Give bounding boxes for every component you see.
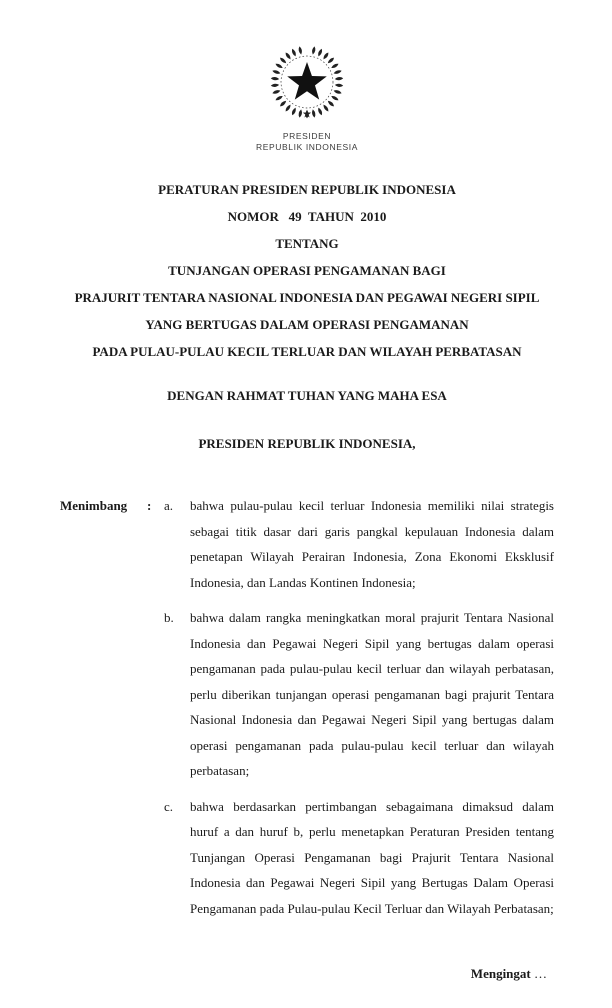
invocation-line: DENGAN RAHMAT TUHAN YANG MAHA ESA: [167, 388, 447, 403]
considering-item-a: [164, 493, 554, 595]
considering-section: [60, 493, 554, 931]
item-letter: b.: [164, 610, 174, 625]
considering-item-c: [164, 794, 554, 922]
title-line-regulation: PERATURAN PRESIDEN REPUBLIK INDONESIA: [158, 182, 456, 197]
catchword-word: Mengingat: [470, 966, 531, 981]
title-line-subject-3: YANG BERTUGAS DALAM OPERASI PENGAMANAN: [145, 317, 469, 332]
title-line-subject-2: PRAJURIT TENTARA NASIONAL INDONESIA DAN PEGAWAI NEGERI SIPIL: [74, 290, 540, 305]
issuer-line: PRESIDEN REPUBLIK INDONESIA,: [198, 436, 416, 451]
item-text: bahwa dalam rangka meningkatkan moral prajurit Tentara Nasional Indonesia dan Pegawai Negeri Sipil yang bertugas dalam operasi pengamanan pada pulau-pulau kecil terluar dan wilayah perbatasan, perlu diberikan tunjangan operasi pengamanan bagi prajurit Tentara Nasional Indonesia dan Pegawai Negeri Sipil yang bertugas dalam operasi pengamanan pada pulau-pulau kecil terluar dan wilayah perbatasan;: [190, 610, 554, 778]
considering-item-b: [164, 605, 554, 784]
institution-name: [60, 131, 554, 153]
document-header: [60, 42, 554, 153]
title-line-number-year: NOMOR 49 TAHUN 2010: [227, 209, 387, 224]
presidential-seal-icon: [264, 42, 350, 122]
institution-line-presiden: PRESIDEN: [282, 131, 332, 141]
item-text: bahwa berdasarkan pertimbangan sebagaimana dimaksud dalam huruf a dan huruf b, perlu menetapkan Peraturan Presiden tentang Tunjangan Operasi Pengamanan bagi Prajurit Tentara Nasional Indonesia dan Pegawai Negeri Sipil yang Bertugas Dalam Operasi Pengamanan pada Pulau-pulau Kecil Terluar dan Wilayah Perbatasan;: [190, 798, 554, 916]
item-text: bahwa pulau-pulau kecil terluar Indonesia memiliki nilai strategis sebagai titik dasar dari garis pangkal kepulauan Indonesia dalam penetapan Wilayah Perairan Indonesia, Zona Ekonomi Eksklusif Indonesia, dan Landas Kontinen Indonesia;: [190, 498, 554, 590]
title-line-subject-4: PADA PULAU-PULAU KECIL TERLUAR DAN WILAYAH PERBATASAN: [92, 344, 522, 359]
regulation-title: [60, 176, 554, 365]
catchword-ellipsis: …: [534, 966, 548, 981]
catchword: [60, 961, 554, 986]
title-line-subject-1: TUNJANGAN OPERASI PENGAMANAN BAGI: [168, 263, 446, 278]
institution-line-republik: REPUBLIK INDONESIA: [256, 142, 358, 152]
considering-label: Menimbang: [60, 498, 128, 513]
title-line-tentang: TENTANG: [275, 236, 339, 251]
item-letter: a.: [164, 498, 174, 513]
item-letter: c.: [164, 798, 174, 814]
star-icon: [287, 62, 327, 100]
considering-items: [164, 493, 554, 931]
considering-colon: :: [147, 498, 152, 513]
